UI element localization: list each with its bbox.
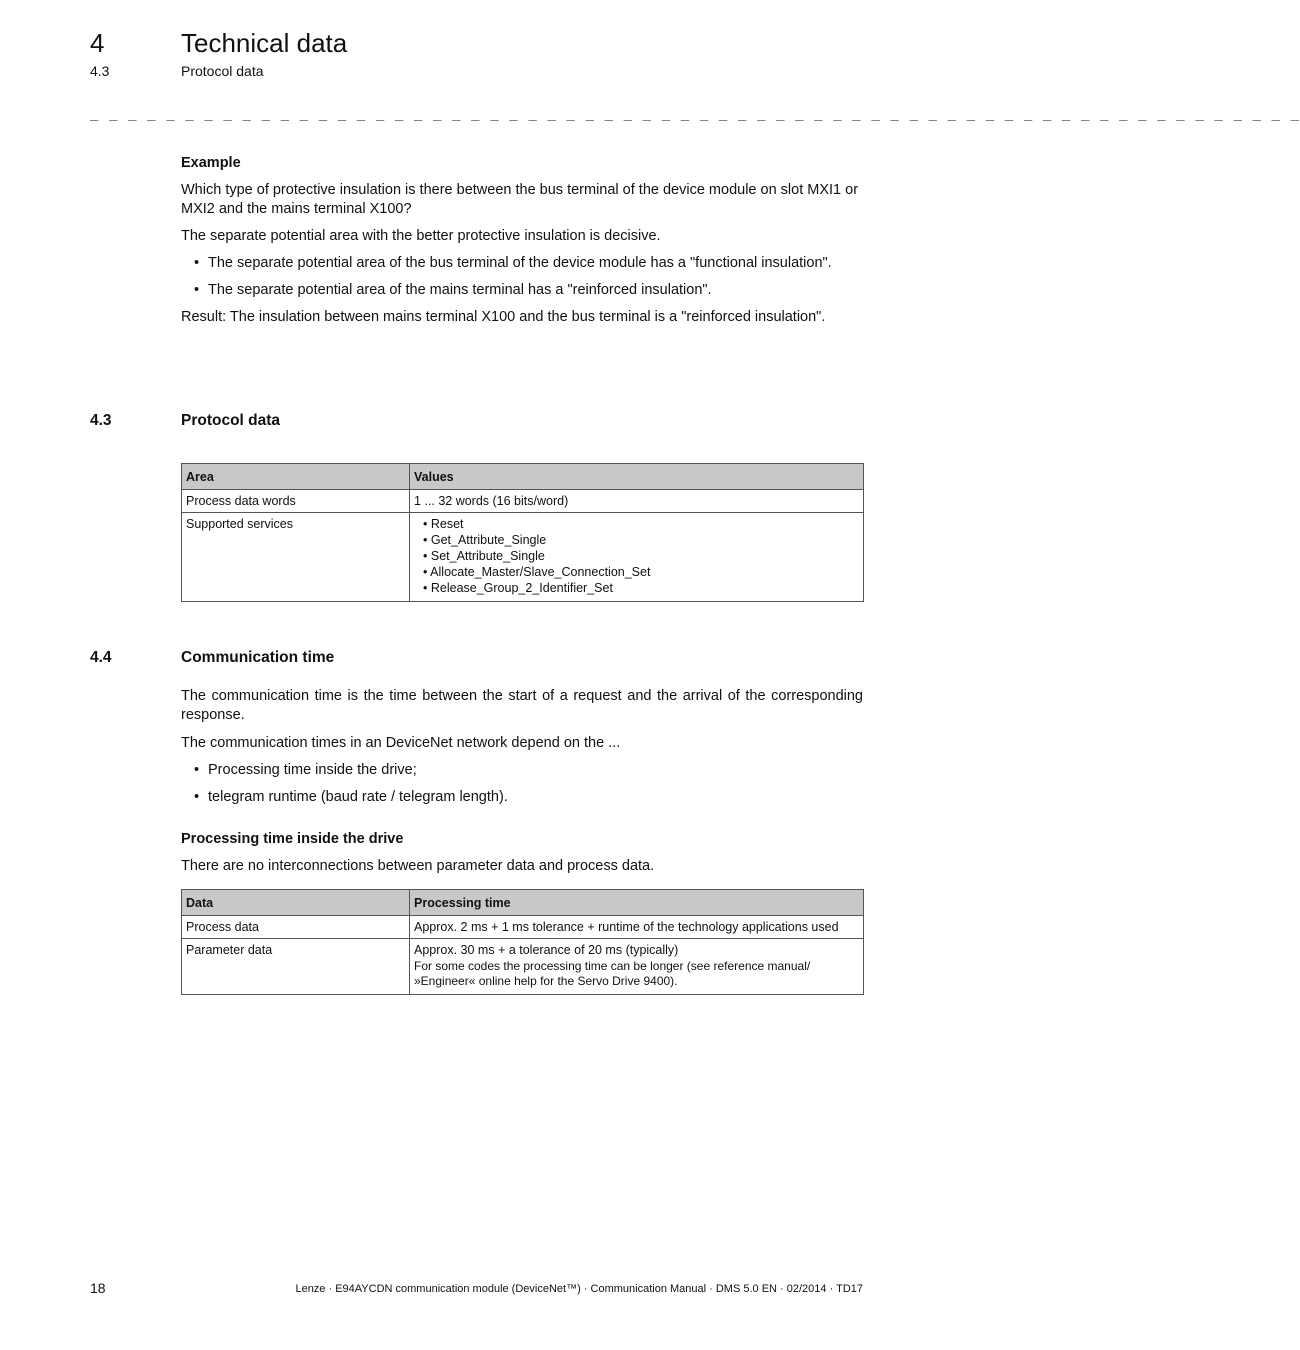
example-question: Which type of protective insulation is there between the bus terminal of the device module on slot MXI1 or MXI2 and the mains terminal X100? xyxy=(181,182,859,217)
table-cell: Supported services xyxy=(182,513,410,602)
table-header-row xyxy=(182,890,864,916)
table-header-data: Data xyxy=(182,890,410,916)
example-statement: The separate potential area with the better protective insulation is decisive. xyxy=(181,228,661,244)
list-item: • Get_Attribute_Single xyxy=(423,532,859,548)
table-cell: Parameter data xyxy=(182,939,410,995)
page-number: 18 xyxy=(90,1280,106,1296)
list-item: • Release_Group_2_Identifier_Set xyxy=(423,580,859,596)
section-title-communication: Communication time xyxy=(181,649,335,666)
processing-subheading: Processing time inside the drive xyxy=(181,831,404,847)
processing-text: There are no interconnections between parameter data and process data. xyxy=(181,858,655,874)
communication-bullet-list xyxy=(181,761,863,807)
communication-intro: The communication time is the time between the start of a request and the arrival of the corresponding response. xyxy=(181,688,863,723)
list-item: • Set_Attribute_Single xyxy=(423,548,859,564)
table-row xyxy=(182,513,864,602)
chapter-title: Technical data xyxy=(181,28,348,58)
communication-block xyxy=(181,687,863,876)
example-block xyxy=(181,154,863,327)
table-cell: Approx. 2 ms + 1 ms tolerance + runtime of the technology applications used xyxy=(410,916,864,939)
services-list xyxy=(414,516,859,596)
parameter-time-line1: Approx. 30 ms + a tolerance of 20 ms (typically) xyxy=(414,943,679,957)
table-cell: 1 ... 32 words (16 bits/word) xyxy=(410,490,864,513)
table-header-processing-time: Processing time xyxy=(410,890,864,916)
example-heading: Example xyxy=(181,155,241,171)
list-item: • The separate potential area of the bus terminal of the device module has a "functional insulation". xyxy=(181,254,863,273)
table-header-area: Area xyxy=(182,464,410,490)
table-row xyxy=(182,916,864,939)
communication-depends: The communication times in an DeviceNet network depend on the ... xyxy=(181,735,621,751)
list-item: • Reset xyxy=(423,516,859,532)
table-cell: Process data words xyxy=(182,490,410,513)
processing-time-table xyxy=(181,889,864,995)
chapter-number: 4 xyxy=(90,28,105,58)
section-number-communication: 4.4 xyxy=(90,649,112,666)
table-cell-services xyxy=(410,513,864,602)
table-cell-parameter-time xyxy=(410,939,864,995)
parameter-time-line2: For some codes the processing time can be longer (see reference manual/ »Engineer« online help for the Servo Drive 9400). xyxy=(414,959,811,988)
header-separator: _ _ _ _ _ _ _ _ _ _ _ _ _ _ _ _ _ _ _ _ _ _ _ _ _ _ _ _ _ _ _ _ _ _ _ _ _ _ _ _ _ _ _ _ _ _ _ _ _ _ _ _ _ _ _ _ _ _ _ _ _ _ _ _ xyxy=(90,105,1300,121)
protocol-data-table xyxy=(181,463,864,602)
header-section-title: Protocol data xyxy=(181,63,264,79)
table-header-values: Values xyxy=(410,464,864,490)
table-row xyxy=(182,939,864,995)
section-number-protocol: 4.3 xyxy=(90,412,112,429)
table-row xyxy=(182,490,864,513)
section-title-protocol: Protocol data xyxy=(181,412,281,429)
example-bullet-list xyxy=(181,254,863,300)
header-section-number: 4.3 xyxy=(90,63,110,79)
list-item: • Processing time inside the drive; xyxy=(181,761,863,780)
list-item: • The separate potential area of the mains terminal has a "reinforced insulation". xyxy=(181,281,863,300)
list-item: • Allocate_Master/Slave_Connection_Set xyxy=(423,564,859,580)
list-item: • telegram runtime (baud rate / telegram length). xyxy=(181,788,863,807)
example-result: Result: The insulation between mains terminal X100 and the bus terminal is a "reinforced insulation". xyxy=(181,309,826,325)
table-cell: Process data xyxy=(182,916,410,939)
footer-text: Lenze · E94AYCDN communication module (DeviceNet™) · Communication Manual · DMS 5.0 EN · 02/2014 · TD17 xyxy=(295,1283,863,1295)
table-header-row xyxy=(182,464,864,490)
